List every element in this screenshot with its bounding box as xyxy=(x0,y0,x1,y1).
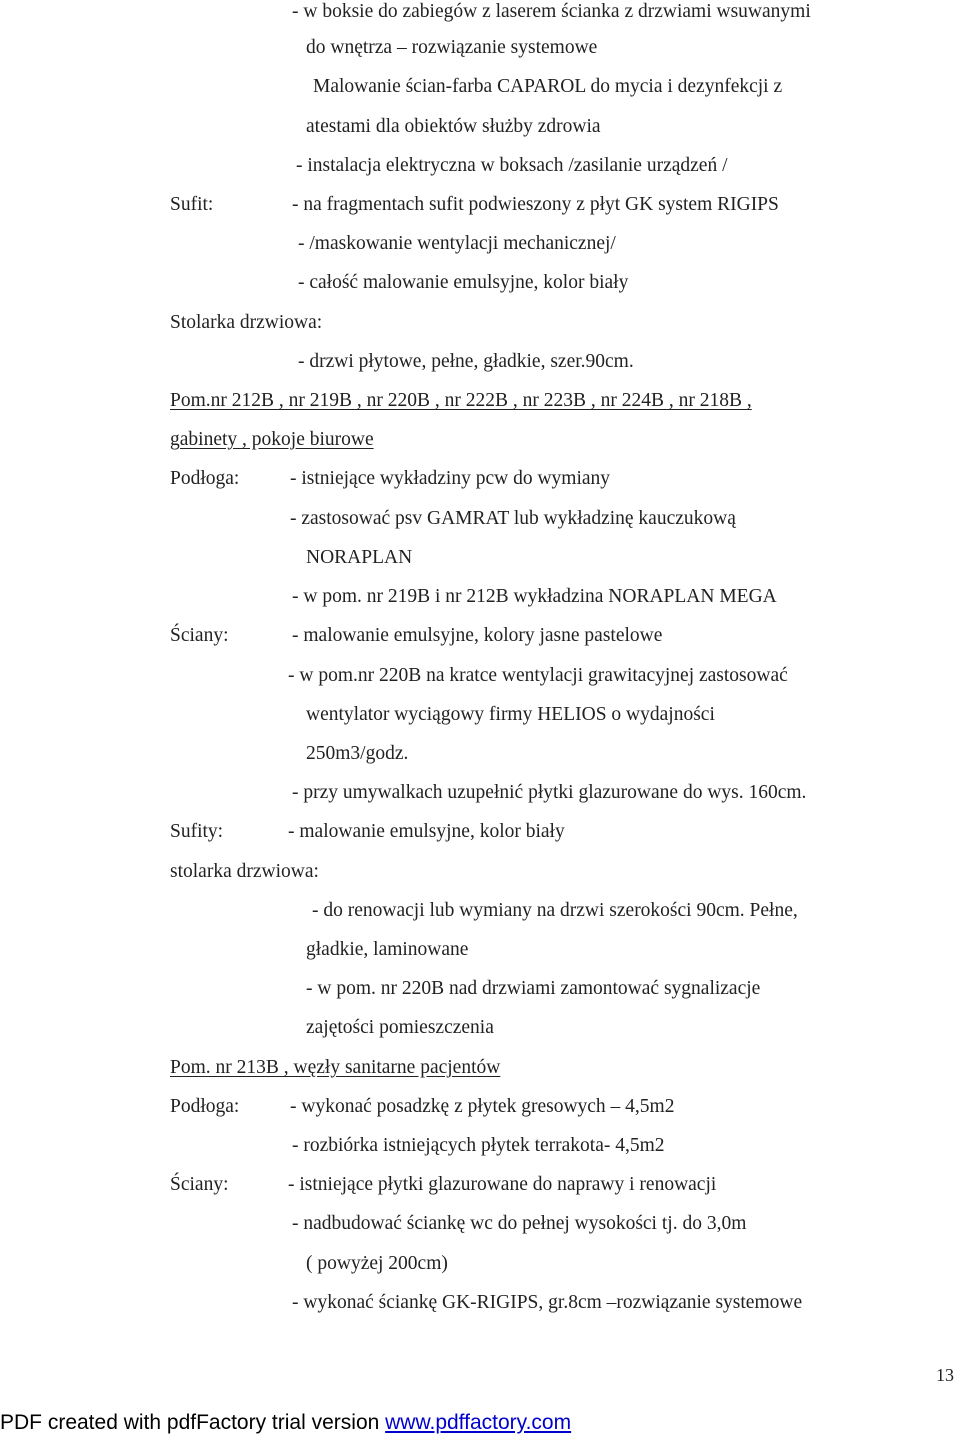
text-line: - malowanie emulsyjne, kolor biały xyxy=(288,821,565,842)
text-line: - przy umywalkach uzupełnić płytki glazurowane do wys. 160cm. xyxy=(292,782,807,803)
text-line: - rozbiórka istniejących płytek terrakota- 4,5m2 xyxy=(292,1135,665,1156)
text-line: - w boksie do zabiegów z laserem ścianka z drzwiami wsuwanymi xyxy=(292,1,811,22)
section-label-podloga: Podłoga: xyxy=(170,468,240,489)
text-line: - drzwi płytowe, pełne, gładkie, szer.90cm. xyxy=(298,351,634,372)
text-line: - w pom. nr 219B i nr 212B wykładzina NORAPLAN MEGA xyxy=(292,586,777,607)
text-line: - wykonać posadzkę z płytek gresowych – 4,5m2 xyxy=(290,1096,675,1117)
text-line: Malowanie ścian-farba CAPAROL do mycia i dezynfekcji z xyxy=(313,76,783,97)
pdf-footer xyxy=(0,1410,571,1436)
text-line: - istniejące płytki glazurowane do naprawy i renowacji xyxy=(288,1174,717,1195)
text-line: do wnętrza – rozwiązanie systemowe xyxy=(306,37,598,58)
room-heading: Pom.nr 212B , nr 219B , nr 220B , nr 222B , nr 223B , nr 224B , nr 218B , xyxy=(170,390,752,411)
section-label-sufity: Sufity: xyxy=(170,821,224,842)
section-label-sciany-2: Ściany: xyxy=(170,1174,229,1195)
text-line: gładkie, laminowane xyxy=(306,939,469,960)
text-line: zajętości pomieszczenia xyxy=(306,1017,494,1038)
text-line: - istniejące wykładziny pcw do wymiany xyxy=(290,468,611,489)
text-line: - nadbudować ściankę wc do pełnej wysokości tj. do 3,0m xyxy=(292,1213,747,1234)
section-label-podloga-2: Podłoga: xyxy=(170,1096,240,1117)
text-line: - /maskowanie wentylacji mechanicznej/ xyxy=(298,233,616,254)
section-label-sciany: Ściany: xyxy=(170,625,229,646)
section-label-stolarka-2: stolarka drzwiowa: xyxy=(170,861,319,882)
page-number: 13 xyxy=(936,1365,954,1385)
text-line: atestami dla obiektów służby zdrowia xyxy=(306,116,601,137)
room-heading-213b: Pom. nr 213B , węzły sanitarne pacjentów xyxy=(170,1057,501,1078)
footer-link[interactable]: www.pdffactory.com xyxy=(385,1411,572,1434)
text-line: - w pom.nr 220B na kratce wentylacji grawitacyjnej zastosować xyxy=(288,665,788,686)
text-line: 250m3/godz. xyxy=(306,743,409,764)
section-label-sufit: Sufit: xyxy=(170,194,214,215)
text-line: - wykonać ściankę GK-RIGIPS, gr.8cm –rozwiązanie systemowe xyxy=(292,1292,803,1313)
text-line: ( powyżej 200cm) xyxy=(306,1253,448,1274)
section-label-stolarka: Stolarka drzwiowa: xyxy=(170,312,323,333)
text-line: - zastosować psv GAMRAT lub wykładzinę kauczukową xyxy=(290,508,736,529)
footer-text: PDF created with pdfFactory trial version xyxy=(0,1411,386,1434)
room-heading-continued: gabinety , pokoje biurowe xyxy=(170,429,374,450)
text-line: wentylator wyciągowy firmy HELIOS o wydajności xyxy=(306,704,715,725)
text-line: - malowanie emulsyjne, kolory jasne pastelowe xyxy=(292,625,663,646)
text-line: - całość malowanie emulsyjne, kolor biały xyxy=(298,272,629,293)
text-line: - do renowacji lub wymiany na drzwi szerokości 90cm. Pełne, xyxy=(312,900,798,921)
text-line: - instalacja elektryczna w boksach /zasilanie urządzeń / xyxy=(296,155,728,176)
text-line: NORAPLAN xyxy=(306,547,413,568)
text-line: - w pom. nr 220B nad drzwiami zamontować sygnalizacje xyxy=(306,978,761,999)
text-line: - na fragmentach sufit podwieszony z płyt GK system RIGIPS xyxy=(292,194,779,215)
